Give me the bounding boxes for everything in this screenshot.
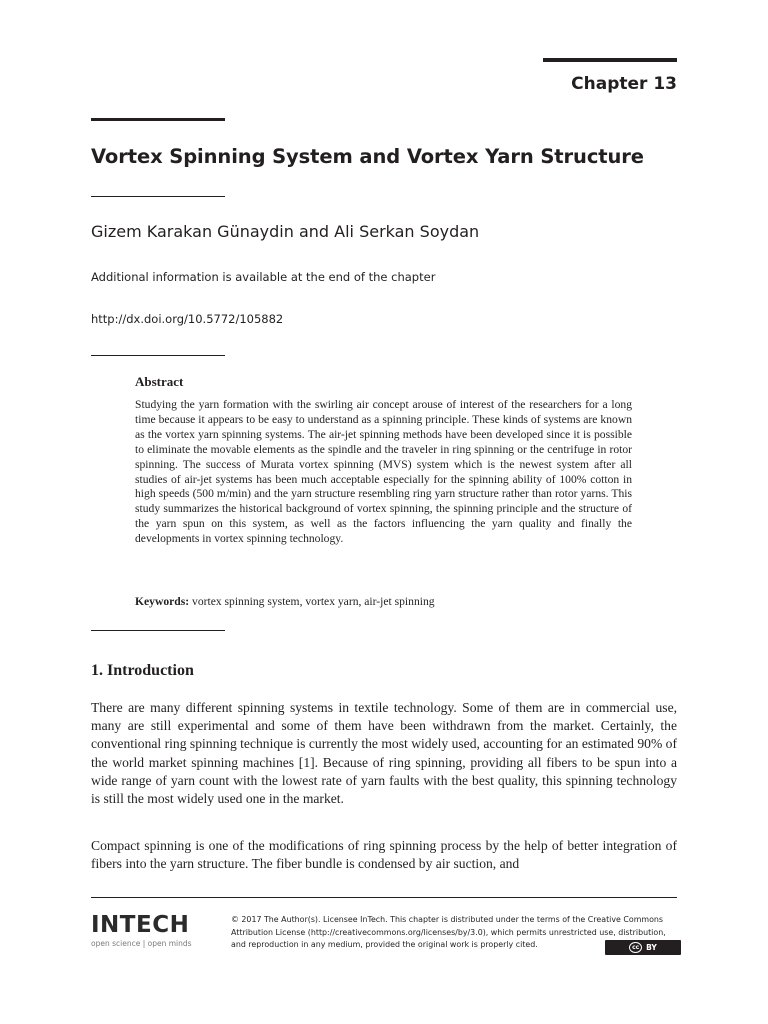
intro-paragraph-2: Compact spinning is one of the modifications of ring spinning process by the help of better integration of fibers into the yarn structure. The fiber bundle is condensed by air suction, and	[91, 838, 677, 872]
logo-tagline: open science | open minds	[91, 939, 192, 948]
abstract-top-rule	[91, 355, 225, 356]
abstract-body: Studying the yarn formation with the swirling air concept arouse of interest of the researchers for a long time because it appears to be easy to understand as a spinning principle. These kinds of systems are known as the vortex yarn spinning systems. The air-jet spinning methods have been developed since it is possible to eliminate the movable elements as the spindle and the traveler in ring spinning or the centrifuge in rotor spinning. The success of Murata vortex spinning (MVS) system which is the newest system after all studies of air-jet systems has been much acceptable especially for the spinning ability of 100% cotton in high speeds (500 m/min) and the yarn structure resembling ring yarn structure rather than rotor yarns. This study summarizes the historical background of vortex spinning, the spinning principle and the structure of the yarn spun on this system, as well as the factors influencing the yarn quality and finally the developments in vortex spinning technology.	[135, 398, 632, 546]
logo-wordmark: INTECH	[91, 912, 190, 938]
chapter-rule	[543, 58, 677, 62]
abstract-bottom-rule	[91, 630, 225, 631]
authors: Gizem Karakan Günaydin and Ali Serkan Soydan	[91, 222, 480, 241]
creative-commons-icon: cc	[629, 942, 642, 953]
abstract-heading: Abstract	[135, 374, 184, 389]
keywords-list: vortex spinning system, vortex yarn, air-jet spinning	[192, 595, 435, 608]
cc-by-badge[interactable]	[605, 940, 681, 955]
footer-rule	[91, 897, 677, 898]
page-title: Vortex Spinning System and Vortex Yarn Structure	[91, 145, 644, 168]
intro-paragraph-1: There are many different spinning systems in textile technology. Some of them are in commercial use, many are still experimental and some of them have been withdrawn from the market. Certainly, the conventional ring spinning technique is currently the most widely used, accounting for an estimated 90% of the world market spinning machines [1]. Because of ring spinning, providing all fibers to be spun into a wide range of yarn count with the lowest rate of yarn faults with the best quality, this spinning technology is still the most widely used one in the market.	[91, 700, 677, 807]
keywords	[135, 595, 632, 608]
keywords-label: Keywords:	[135, 595, 190, 608]
cc-by-label: BY	[646, 943, 657, 952]
title-bottom-rule	[91, 196, 225, 197]
additional-info: Additional information is available at the end of the chapter	[91, 270, 436, 284]
license-text: © 2017 The Author(s). Licensee InTech. This chapter is distributed under the terms of the Creative Commons Attribution License (http://creativecommons.org/licenses/by/3.0), which permits unrestricted use, distribution, and reproduction in any medium, provided the original work is properly cited.	[231, 915, 666, 950]
section-heading-introduction: 1. Introduction	[91, 662, 194, 679]
publisher-logo	[91, 913, 201, 948]
doi-link[interactable]: http://dx.doi.org/10.5772/105882	[91, 312, 284, 326]
chapter-label: Chapter 13	[571, 74, 677, 94]
title-top-rule	[91, 118, 225, 121]
